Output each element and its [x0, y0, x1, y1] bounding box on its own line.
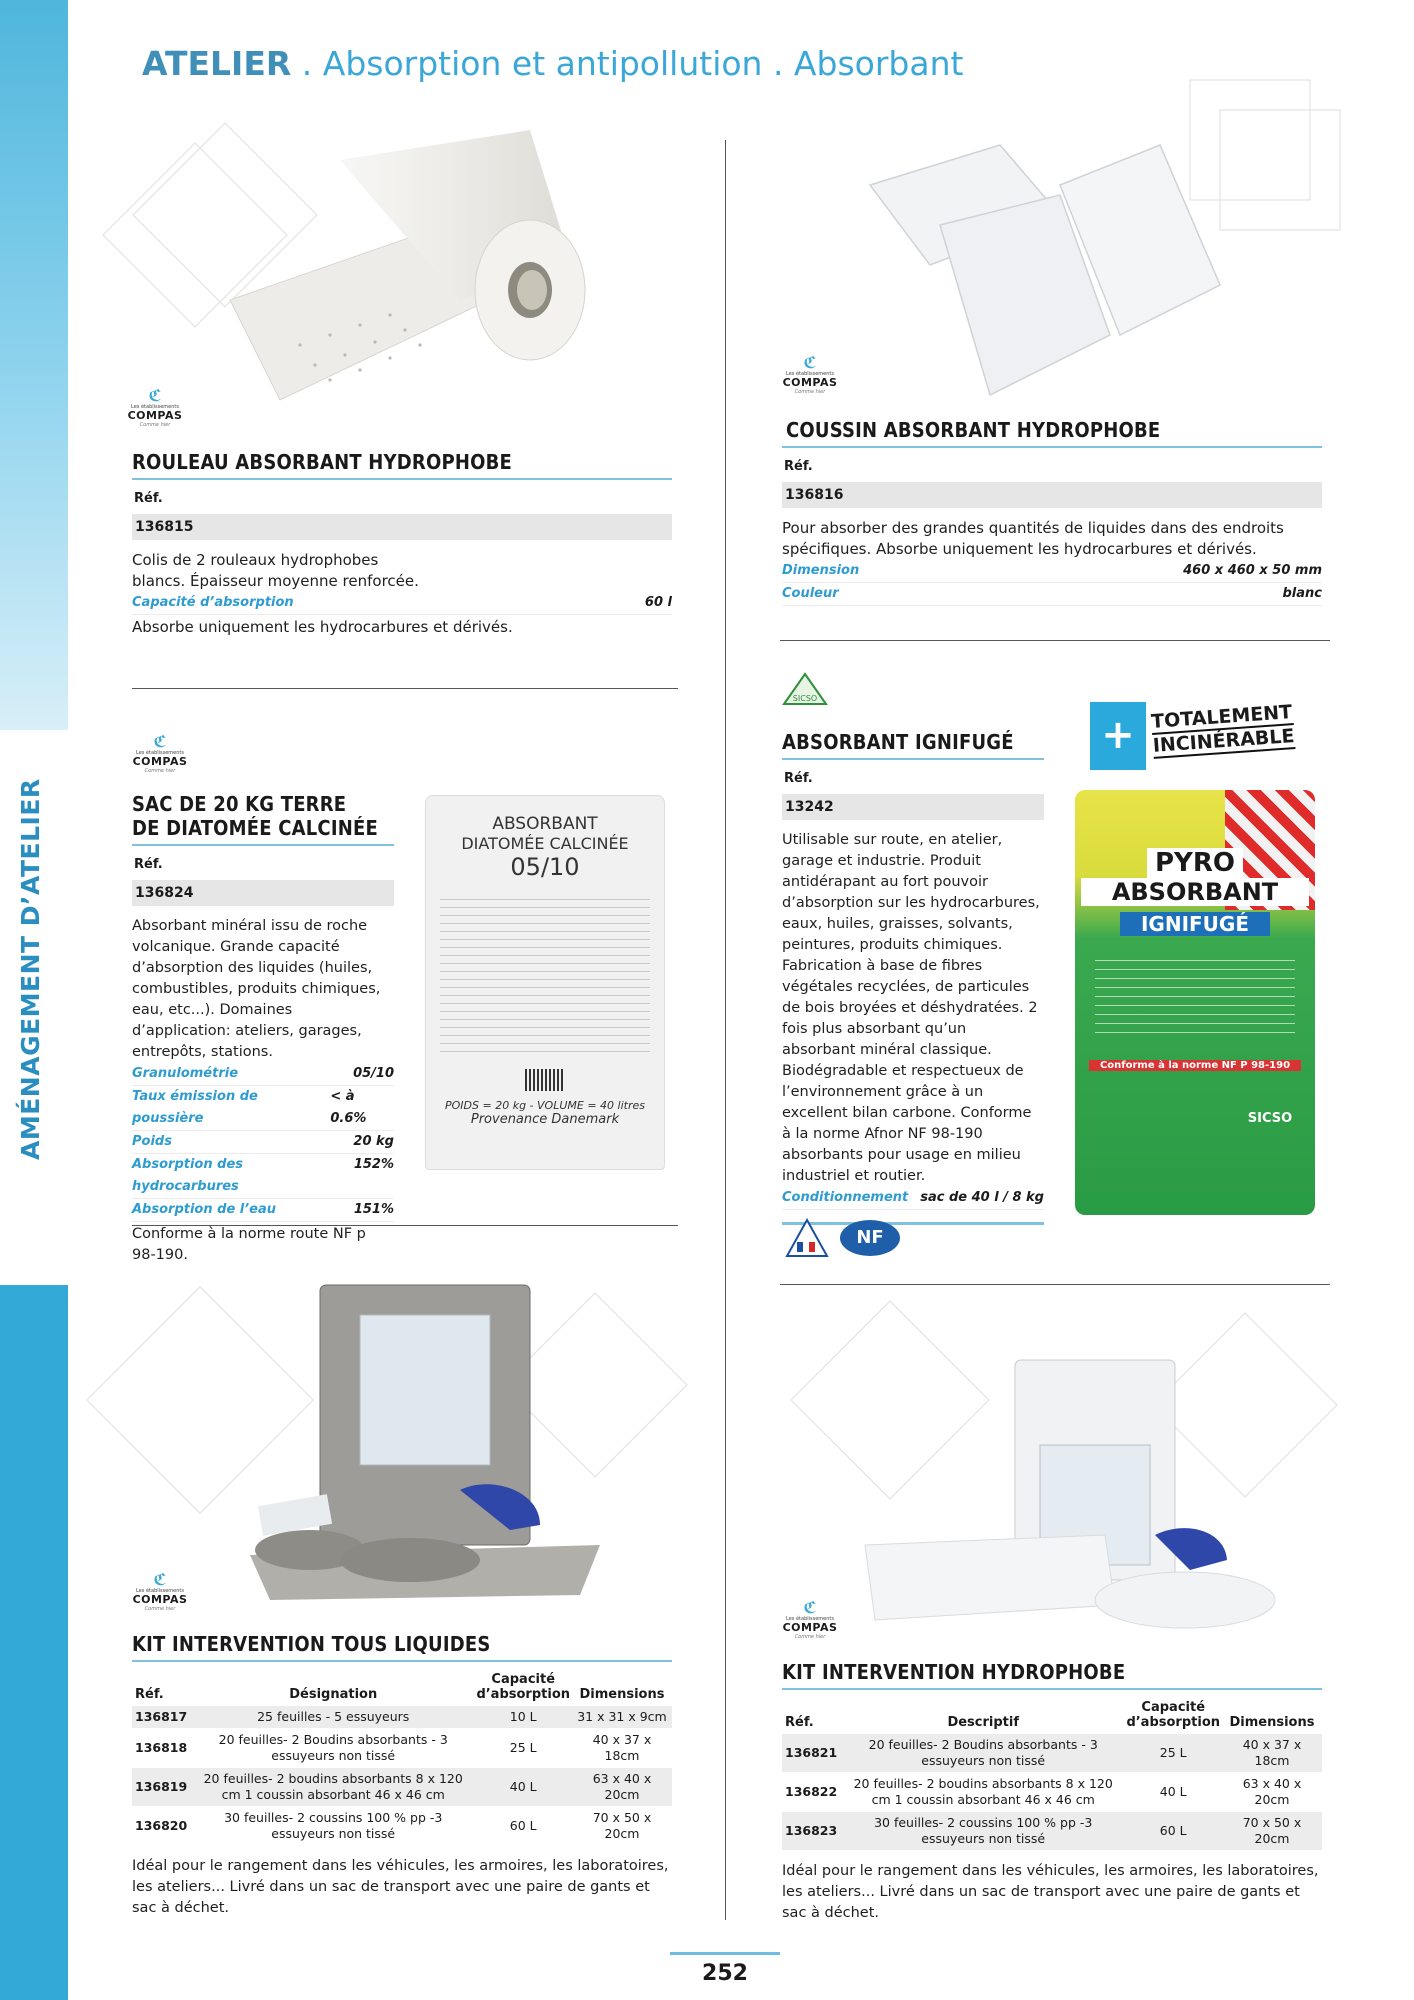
column-divider: [725, 140, 726, 1920]
bag-label-3: 05/10: [510, 853, 580, 881]
spec-row: [132, 592, 672, 615]
spec-key: Capacité d’absorption: [132, 595, 294, 610]
cell-ref: 136819: [132, 1768, 192, 1807]
divider-right-1: [780, 640, 1330, 641]
table-row: [782, 1812, 1322, 1851]
cell-dimensions: 63 x 40 x 20cm: [1222, 1773, 1322, 1812]
side-band-bottom: [0, 1285, 68, 2000]
kit-liquides-table: [132, 1668, 672, 1846]
cell-dimensions: 40 x 37 x 18cm: [1222, 1734, 1322, 1773]
compas-logo-tagline: Comme hier: [794, 1634, 826, 1640]
ref-label: Réf.: [134, 857, 163, 872]
ref-value: 136815: [132, 514, 672, 540]
compas-logo-name: COMPAS: [132, 755, 188, 768]
cell-capacite: 25 L: [474, 1729, 572, 1768]
kit-hydrophobe-image: [855, 1345, 1325, 1645]
spec-value: sac de 40 l / 8 kg: [920, 1190, 1044, 1205]
table-row: [132, 1807, 672, 1846]
cell-ref: 136820: [132, 1807, 192, 1846]
col-ref: Réf.: [785, 1715, 814, 1730]
title-underline: [782, 446, 1322, 448]
product-note: Idéal pour le rangement dans les véhicules, les armoires, les laboratoires, les ateliers... Livré dans un sac de transport avec une paire de gants et sac à déchet.: [132, 1858, 669, 1916]
badge-text: [1150, 701, 1295, 759]
side-band-top: [0, 0, 68, 730]
table-row: [132, 1768, 672, 1807]
compas-logo-tagline: Comme hier: [139, 422, 171, 428]
compas-logo-line1: Les établissements: [136, 750, 184, 756]
spec-key: Poids: [132, 1134, 172, 1149]
product-kit-hydrophobe: [782, 1660, 1322, 1924]
compas-logo-line1: Les établissements: [786, 1616, 834, 1622]
cell-ref: 136822: [782, 1773, 842, 1812]
product-description: Pour absorber des grandes quantités de liquides dans des endroits spécifiques. Absorbe uniquement les hydrocarbures et dérivés.: [782, 519, 1284, 558]
product-coussin: [782, 418, 1322, 606]
bag-fineprint: [440, 899, 650, 1059]
spec-row: [132, 1086, 394, 1131]
plus-icon: +: [1090, 702, 1146, 770]
product-description: Absorbant minéral issu de roche volcanique. Grande capacité d’absorption des liquides (huiles, combustibles, produits chimiques, eau, etc...). Domaines d’application: ateliers, garages, entrepôts, stations.: [132, 918, 381, 1060]
cell-capacite: 60 L: [474, 1807, 572, 1846]
cell-dimensions: 70 x 50 x 20cm: [572, 1807, 672, 1846]
compas-logo-icon: ℭ: [148, 386, 162, 405]
product-note: Idéal pour le rangement dans les véhicules, les armoires, les laboratoires, les ateliers... Livré dans un sac de transport avec une paire de gants et sac à déchet.: [782, 1863, 1319, 1921]
bag-label-2: DIATOMÉE CALCINÉE: [461, 834, 629, 853]
pyro-label-2: ABSORBANT: [1081, 878, 1309, 906]
cell-descriptif: 20 feuilles- 2 Boudins absorbants - 3 essuyeurs non tissé: [842, 1734, 1124, 1773]
table-row: [782, 1773, 1322, 1812]
compas-logo-5: [775, 1600, 845, 1640]
compas-logo-3: [125, 734, 195, 774]
compas-logo-tagline: Comme hier: [794, 389, 826, 395]
product-title: KIT INTERVENTION TOUS LIQUIDES: [132, 1632, 491, 1656]
compas-logo-tagline: Comme hier: [144, 1606, 176, 1612]
cell-capacite: 40 L: [474, 1768, 572, 1807]
col-dimensions: Dimensions: [579, 1687, 665, 1702]
compas-logo-line1: Les établissements: [786, 371, 834, 377]
header-category: ATELIER: [142, 44, 292, 83]
title-underline: [132, 1660, 672, 1662]
col-capacite: Capacité d’absorption: [476, 1672, 571, 1702]
product-rouleau: [132, 450, 672, 638]
ref-label: Réf.: [134, 491, 163, 506]
product-title-line1: SAC DE 20 KG TERRE: [132, 792, 347, 816]
header-path: . Absorption et antipollution . Absorbant: [291, 44, 964, 83]
sicso-logo-icon: [780, 670, 830, 708]
product-kit-tous-liquides: [132, 1632, 672, 1919]
cell-dimensions: 63 x 40 x 20cm: [572, 1768, 672, 1807]
cell-capacite: 40 L: [1124, 1773, 1222, 1812]
table-row: [132, 1729, 672, 1768]
cell-ref: 136821: [782, 1734, 842, 1773]
page-number: [670, 1952, 780, 1986]
spec-row: [132, 1063, 394, 1086]
col-descriptif: Descriptif: [947, 1715, 1019, 1730]
spec-row: [132, 1154, 394, 1199]
nf-logo-text: NF: [856, 1227, 884, 1248]
bag-barcode: [525, 1069, 565, 1091]
spec-key: Conditionnement: [782, 1190, 909, 1205]
spec-value: 151%: [353, 1202, 394, 1217]
compas-logo-line1: Les établissements: [131, 404, 179, 410]
table-row: [782, 1734, 1322, 1773]
badge-line1: TOTALEMENT: [1150, 701, 1293, 733]
ref-label: Réf.: [784, 771, 813, 786]
cell-designation: 25 feuilles - 5 essuyeurs: [192, 1706, 474, 1729]
compas-logo-name: COMPAS: [782, 1621, 838, 1634]
pyro-bag-image: [1075, 790, 1315, 1215]
spec-key: Dimension: [782, 563, 860, 578]
pyro-fineprint: [1095, 960, 1295, 1040]
product-title-line2: DE DIATOMÉE CALCINÉE: [132, 816, 378, 840]
bag-label-1: ABSORBANT: [492, 814, 598, 834]
product-title: ABSORBANT IGNIFUGÉ: [782, 730, 1014, 754]
cell-ref: 136817: [132, 1706, 192, 1729]
spec-key: Absorption des hydrocarbures: [132, 1157, 243, 1194]
cell-ref: 136818: [132, 1729, 192, 1768]
spec-value: blanc: [1282, 586, 1322, 601]
title-underline: [132, 478, 672, 480]
made-in-france-logo-icon: [785, 1218, 829, 1258]
spec-row: [782, 1187, 1044, 1210]
compas-logo-2: [775, 355, 845, 395]
cell-designation: 20 feuilles- 2 boudins absorbants 8 x 120 cm 1 coussin absorbant 46 x 46 cm: [192, 1768, 474, 1807]
pyro-label-3: IGNIFUGÉ: [1120, 912, 1270, 936]
product-ignifuge: [782, 730, 1044, 1225]
table-header-row: [782, 1696, 1322, 1734]
ref-value: 136824: [132, 880, 394, 906]
page-header: [142, 44, 963, 83]
spec-value: 20 kg: [353, 1134, 394, 1149]
incinerable-badge: [1090, 701, 1296, 770]
table-header-row: [132, 1668, 672, 1706]
ref-label: Réf.: [784, 459, 813, 474]
product-description: Utilisable sur route, en atelier, garage et industrie. Produit antidérapant au fort pouvoir d’absorption sur les hydrocarbures, eaux, huiles, graisses, solvants, peintures, produits chimiques. Fabrication à base de fibres végétales recyclées, de particules de bois broyées et déshydratées. 2 fois plus absorbant qu’un absorbant minéral classique. Biodégradable et respectueux de l’environnement grâce à un excellent bilan carbone. Conforme à la norme Afnor NF 98-190 absorbants pour usage en milieu industriel et routier.: [782, 832, 1040, 1184]
compas-logo-name: COMPAS: [127, 409, 183, 422]
kit-hydro-table: [782, 1696, 1322, 1851]
spec-value: 460 x 460 x 50 mm: [1183, 563, 1322, 578]
compas-logo-icon: ℭ: [803, 1598, 817, 1617]
spec-row: [132, 1131, 394, 1154]
page-number-bar: [670, 1952, 780, 1955]
cell-designation: 20 feuilles- 2 Boudins absorbants - 3 essuyeurs non tissé: [192, 1729, 474, 1768]
product-title: ROULEAU ABSORBANT HYDROPHOBE: [132, 450, 512, 474]
col-ref: Réf.: [135, 1687, 164, 1702]
compas-logo-name: COMPAS: [782, 376, 838, 389]
spec-key: Taux émission de poussière: [132, 1089, 258, 1126]
title-underline: [132, 844, 394, 846]
diatomee-bag-image: [425, 795, 665, 1170]
col-capacite: Capacité d’absorption: [1126, 1700, 1221, 1730]
compas-logo-1: [120, 388, 190, 428]
cell-dimensions: 31 x 31 x 9cm: [572, 1706, 672, 1729]
badge-line2: INCINÉRABLE: [1152, 725, 1296, 757]
cell-capacite: 10 L: [474, 1706, 572, 1729]
product-note: Absorbe uniquement les hydrocarbures et dérivés.: [132, 618, 513, 636]
compas-logo-icon: ℭ: [153, 732, 167, 751]
compas-logo-line1: Les établissements: [136, 1588, 184, 1594]
compas-logo-icon: ℭ: [153, 1570, 167, 1589]
svg-text:SICSO: SICSO: [792, 694, 818, 703]
pillows-image: [830, 125, 1250, 405]
cell-ref: 136823: [782, 1812, 842, 1851]
page-number-text: 252: [702, 1961, 748, 1986]
col-designation: Désignation: [289, 1687, 378, 1702]
cell-descriptif: 30 feuilles- 2 coussins 100 % pp -3 essuyeurs non tissé: [842, 1812, 1124, 1851]
product-sac-diatomee: [132, 792, 394, 1266]
spec-row: [132, 1199, 394, 1222]
pyro-label-1: PYRO: [1147, 848, 1243, 878]
product-title: KIT INTERVENTION HYDROPHOBE: [782, 1660, 1126, 1684]
cell-capacite: 25 L: [1124, 1734, 1222, 1773]
compas-logo-4: [125, 1572, 195, 1612]
bag-label-5: Provenance Danemark: [470, 1112, 620, 1127]
spec-key: Absorption de l’eau: [132, 1202, 277, 1217]
pyro-label-5: SICSO: [1247, 1111, 1293, 1126]
title-underline: [782, 758, 1044, 760]
col-dimensions: Dimensions: [1229, 1715, 1315, 1730]
spec-value: 05/10: [353, 1066, 394, 1081]
nf-logo: [840, 1220, 900, 1256]
divider-left-1: [132, 688, 678, 689]
compas-logo-tagline: Comme hier: [144, 768, 176, 774]
compas-logo-icon: ℭ: [803, 353, 817, 372]
product-note: Conforme à la norme route NF p 98-190.: [132, 1226, 366, 1263]
cell-descriptif: 20 feuilles- 2 boudins absorbants 8 x 120 cm 1 coussin absorbant 46 x 46 cm: [842, 1773, 1124, 1812]
spec-value: 60 l: [644, 595, 672, 610]
ref-value: 136816: [782, 482, 1322, 508]
divider-right-2: [780, 1284, 1330, 1285]
product-description: Colis de 2 rouleaux hydrophobes blancs. Épaisseur moyenne renforcée.: [132, 551, 419, 590]
table-row: [132, 1706, 672, 1729]
spec-key: Granulométrie: [132, 1066, 239, 1081]
spec-row: [782, 583, 1322, 606]
bag-label-4: POIDS = 20 kg - VOLUME = 40 litres: [445, 1099, 645, 1112]
cell-dimensions: 40 x 37 x 18cm: [572, 1729, 672, 1768]
cell-capacite: 60 L: [1124, 1812, 1222, 1851]
spec-key: Couleur: [782, 586, 839, 601]
ref-value: 13242: [782, 794, 1044, 820]
kit-liquides-image: [240, 1275, 610, 1605]
spec-row: [782, 560, 1322, 583]
roll-image: [210, 130, 610, 430]
side-section-label: AMÉNAGEMENT D’ATELIER: [16, 778, 45, 1160]
cell-dimensions: 70 x 50 x 20cm: [1222, 1812, 1322, 1851]
pyro-label-4: Conforme à la norme NF P 98-190: [1089, 1060, 1301, 1071]
spec-value: < à 0.6%: [330, 1089, 367, 1126]
product-title: COUSSIN ABSORBANT HYDROPHOBE: [786, 418, 1161, 442]
cell-designation: 30 feuilles- 2 coussins 100 % pp -3 essuyeurs non tissé: [192, 1807, 474, 1846]
compas-logo-name: COMPAS: [132, 1593, 188, 1606]
spec-value: 152%: [353, 1157, 394, 1172]
title-underline: [782, 1688, 1322, 1690]
